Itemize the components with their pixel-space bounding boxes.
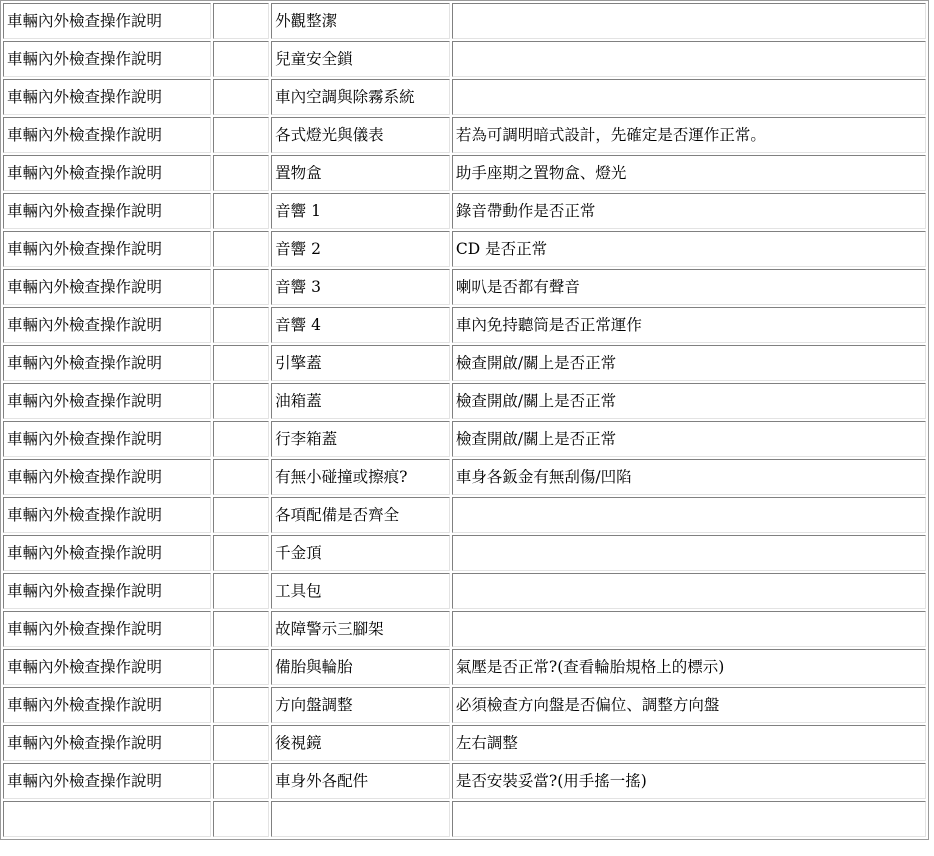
check-note-cell — [452, 535, 926, 571]
section-label-cell: 車輛內外檢查操作說明 — [3, 763, 211, 799]
table-row — [3, 649, 926, 685]
table-row — [3, 307, 926, 343]
table-row — [3, 535, 926, 571]
section-label-cell: 車輛內外檢查操作說明 — [3, 535, 211, 571]
blank-cell — [213, 649, 269, 685]
check-note-cell: 車內免持聽筒是否正常運作 — [452, 307, 926, 343]
table-row — [3, 345, 926, 381]
check-item-cell: 後視鏡 — [271, 725, 450, 761]
check-item-cell: 外觀整潔 — [271, 3, 450, 39]
check-note-cell: CD 是否正常 — [452, 231, 926, 267]
blank-cell — [213, 801, 269, 837]
check-note-cell: 必須檢查方向盤是否偏位、調整方向盤 — [452, 687, 926, 723]
blank-cell — [213, 611, 269, 647]
check-note-cell: 車身各鈑金有無刮傷/凹陷 — [452, 459, 926, 495]
check-item-cell: 故障警示三腳架 — [271, 611, 450, 647]
check-note-cell: 若為可調明暗式設計，先確定是否運作正常。 — [452, 117, 926, 153]
section-label-cell: 車輛內外檢查操作說明 — [3, 421, 211, 457]
blank-cell — [213, 383, 269, 419]
check-note-cell: 檢查開啟/關上是否正常 — [452, 383, 926, 419]
check-item-cell: 千金頂 — [271, 535, 450, 571]
table-row — [3, 801, 926, 837]
section-label-cell: 車輛內外檢查操作說明 — [3, 649, 211, 685]
blank-cell — [213, 535, 269, 571]
blank-cell — [213, 763, 269, 799]
table-row — [3, 269, 926, 305]
table-row — [3, 3, 926, 39]
check-note-cell: 檢查開啟/關上是否正常 — [452, 345, 926, 381]
blank-cell — [213, 725, 269, 761]
section-label-cell: 車輛內外檢查操作說明 — [3, 193, 211, 229]
blank-cell — [213, 307, 269, 343]
check-item-cell: 油箱蓋 — [271, 383, 450, 419]
table-row — [3, 687, 926, 723]
section-label-cell: 車輛內外檢查操作說明 — [3, 687, 211, 723]
table-row — [3, 79, 926, 115]
check-item-cell: 引擎蓋 — [271, 345, 450, 381]
check-note-cell: 助手座期之置物盒、燈光 — [452, 155, 926, 191]
check-note-cell — [452, 801, 926, 837]
check-note-cell: 左右調整 — [452, 725, 926, 761]
check-item-cell: 有無小碰撞或擦痕? — [271, 459, 450, 495]
blank-cell — [213, 345, 269, 381]
section-label-cell: 車輛內外檢查操作說明 — [3, 155, 211, 191]
blank-cell — [213, 231, 269, 267]
check-note-cell: 錄音帶動作是否正常 — [452, 193, 926, 229]
table-row — [3, 383, 926, 419]
section-label-cell: 車輛內外檢查操作說明 — [3, 725, 211, 761]
check-item-cell: 音響 3 — [271, 269, 450, 305]
section-label-cell — [3, 801, 211, 837]
section-label-cell: 車輛內外檢查操作說明 — [3, 497, 211, 533]
check-note-cell: 氣壓是否正常?(查看輪胎規格上的標示) — [452, 649, 926, 685]
section-label-cell: 車輛內外檢查操作說明 — [3, 573, 211, 609]
check-note-cell — [452, 79, 926, 115]
section-label-cell: 車輛內外檢查操作說明 — [3, 383, 211, 419]
check-note-cell — [452, 41, 926, 77]
section-label-cell: 車輛內外檢查操作說明 — [3, 231, 211, 267]
table-row — [3, 763, 926, 799]
section-label-cell: 車輛內外檢查操作說明 — [3, 41, 211, 77]
inspection-table-body — [3, 3, 926, 837]
table-row — [3, 421, 926, 457]
check-item-cell: 置物盒 — [271, 155, 450, 191]
section-label-cell: 車輛內外檢查操作說明 — [3, 269, 211, 305]
check-item-cell: 各式燈光與儀表 — [271, 117, 450, 153]
check-item-cell: 音響 4 — [271, 307, 450, 343]
table-row — [3, 459, 926, 495]
check-item-cell: 工具包 — [271, 573, 450, 609]
table-row — [3, 41, 926, 77]
check-item-cell: 各項配備是否齊全 — [271, 497, 450, 533]
check-note-cell: 喇叭是否都有聲音 — [452, 269, 926, 305]
table-row — [3, 611, 926, 647]
check-item-cell: 車內空調與除霧系統 — [271, 79, 450, 115]
blank-cell — [213, 269, 269, 305]
table-row — [3, 573, 926, 609]
check-item-cell: 車身外各配件 — [271, 763, 450, 799]
blank-cell — [213, 41, 269, 77]
check-item-cell — [271, 801, 450, 837]
table-row — [3, 193, 926, 229]
section-label-cell: 車輛內外檢查操作說明 — [3, 3, 211, 39]
blank-cell — [213, 459, 269, 495]
check-item-cell: 行李箱蓋 — [271, 421, 450, 457]
check-item-cell: 音響 1 — [271, 193, 450, 229]
table-row — [3, 725, 926, 761]
section-label-cell: 車輛內外檢查操作說明 — [3, 79, 211, 115]
blank-cell — [213, 193, 269, 229]
check-note-cell — [452, 497, 926, 533]
table-row — [3, 231, 926, 267]
section-label-cell: 車輛內外檢查操作說明 — [3, 307, 211, 343]
table-row — [3, 117, 926, 153]
blank-cell — [213, 117, 269, 153]
check-item-cell: 兒童安全鎖 — [271, 41, 450, 77]
check-item-cell: 備胎與輪胎 — [271, 649, 450, 685]
blank-cell — [213, 421, 269, 457]
blank-cell — [213, 573, 269, 609]
check-item-cell: 音響 2 — [271, 231, 450, 267]
section-label-cell: 車輛內外檢查操作說明 — [3, 345, 211, 381]
check-note-cell: 檢查開啟/關上是否正常 — [452, 421, 926, 457]
check-note-cell — [452, 611, 926, 647]
section-label-cell: 車輛內外檢查操作說明 — [3, 117, 211, 153]
blank-cell — [213, 687, 269, 723]
blank-cell — [213, 155, 269, 191]
table-row — [3, 155, 926, 191]
check-item-cell: 方向盤調整 — [271, 687, 450, 723]
check-note-cell — [452, 573, 926, 609]
check-note-cell — [452, 3, 926, 39]
blank-cell — [213, 3, 269, 39]
check-note-cell: 是否安裝妥當?(用手搖一搖) — [452, 763, 926, 799]
section-label-cell: 車輛內外檢查操作說明 — [3, 611, 211, 647]
blank-cell — [213, 79, 269, 115]
table-row — [3, 497, 926, 533]
blank-cell — [213, 497, 269, 533]
section-label-cell: 車輛內外檢查操作說明 — [3, 459, 211, 495]
